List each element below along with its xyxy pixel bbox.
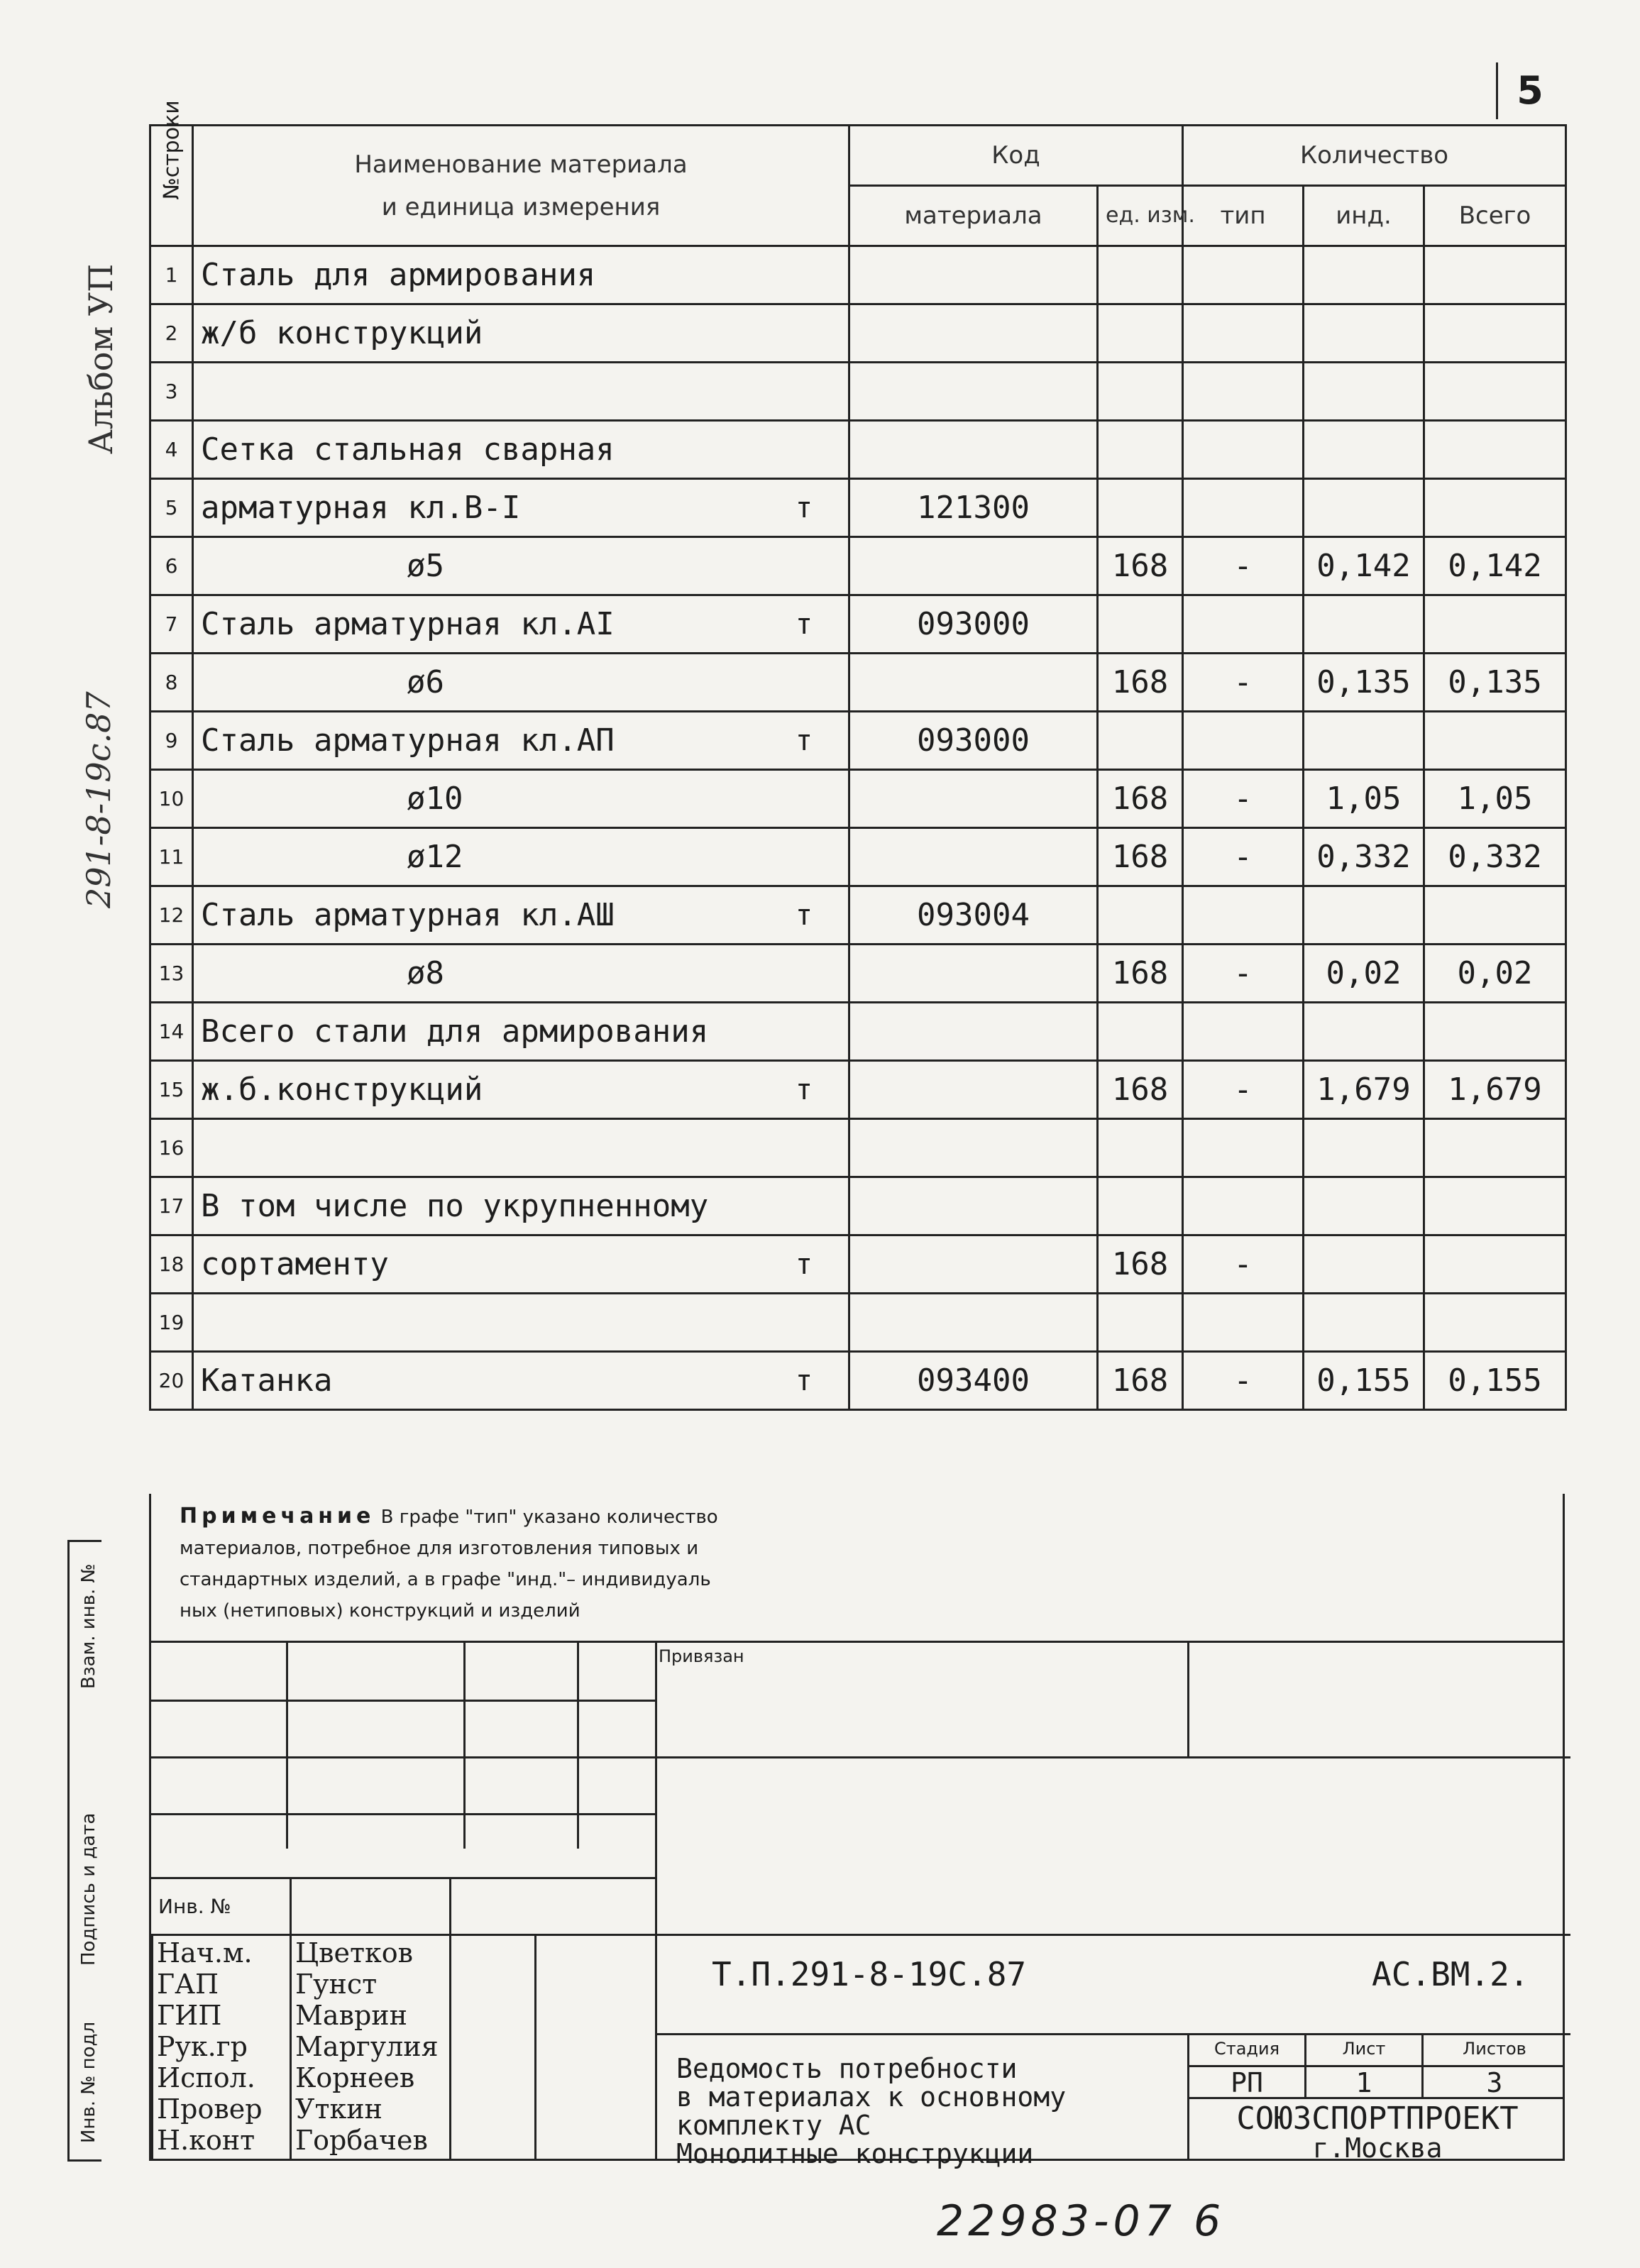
material-name-text: В том числе по укрупненному [201, 1188, 709, 1224]
material-code: 093000 [849, 712, 1098, 770]
unit-code [1098, 304, 1183, 363]
qty-total [1424, 1003, 1566, 1061]
qty-total [1424, 479, 1566, 537]
signature-name: Горбачев [295, 2125, 428, 2156]
qty-type: - [1183, 828, 1304, 886]
material-code [849, 363, 1098, 421]
signature-row [157, 2125, 654, 2156]
qty-total [1424, 1177, 1566, 1235]
qty-total: 0,02 [1424, 945, 1566, 1003]
unit-code: 168 [1098, 1061, 1183, 1119]
stamp-label-replace: Взам. инв. № [78, 1563, 99, 1689]
row-number: 20 [150, 1352, 193, 1410]
qty-type: - [1183, 770, 1304, 828]
organization: СОЮЗСПОРТПРОЕКТ [1236, 2101, 1519, 2137]
unit-code: 168 [1098, 654, 1183, 712]
qty-total [1424, 712, 1566, 770]
qty-type [1183, 1119, 1304, 1177]
row-number: 1 [150, 246, 193, 304]
qty-type: - [1183, 1352, 1304, 1410]
signature-row [157, 2062, 654, 2093]
row-number: 4 [150, 421, 193, 479]
inv-no-label: Инв. № [158, 1895, 231, 1918]
unit-code [1098, 595, 1183, 654]
qty-type: - [1183, 537, 1304, 595]
header-quantity: Количество [1183, 126, 1566, 186]
table-row [150, 246, 1566, 304]
material-code [849, 421, 1098, 479]
stamp-label-sign: Подпись и дата [78, 1812, 99, 1966]
row-number: 13 [150, 945, 193, 1003]
row-number: 8 [150, 654, 193, 712]
material-name-text: ø8 [407, 955, 444, 991]
material-name-text: Катанка [201, 1363, 333, 1399]
qty-total: 1,679 [1424, 1061, 1566, 1119]
signature-row [157, 1937, 654, 1969]
page-number: 5 [1496, 62, 1562, 119]
material-name [193, 945, 849, 1003]
material-code [849, 537, 1098, 595]
signature-row [157, 2031, 654, 2062]
qty-type: - [1183, 945, 1304, 1003]
qty-total: 0,332 [1424, 828, 1566, 886]
note-title: Примечание [180, 1504, 375, 1529]
row-number: 11 [150, 828, 193, 886]
table-row [150, 363, 1566, 421]
header-code-unit: ед. изм. [1098, 186, 1183, 246]
doc-code: Т.П.291-8-19С.87 [712, 1955, 1027, 1993]
signature-name: Корнеев [295, 2062, 415, 2093]
header-qty-ind: инд. [1304, 186, 1424, 246]
material-code: 121300 [849, 479, 1098, 537]
material-code [849, 770, 1098, 828]
table-row [150, 1003, 1566, 1061]
sheets-value: 3 [1486, 2067, 1503, 2098]
qty-type [1183, 886, 1304, 945]
qty-ind: 0,02 [1304, 945, 1424, 1003]
material-name-text: ø5 [407, 548, 444, 584]
album-label: Альбом УП [82, 263, 120, 454]
qty-ind: 0,332 [1304, 828, 1424, 886]
material-name-text: ж.б.конструкций [201, 1072, 483, 1108]
stage-value: РП [1231, 2067, 1263, 2098]
material-name [193, 770, 849, 828]
qty-ind [1304, 363, 1424, 421]
material-code [849, 1177, 1098, 1235]
qty-total [1424, 246, 1566, 304]
material-name-text: ж/б конструкций [201, 315, 483, 351]
qty-total [1424, 595, 1566, 654]
unit-code: 168 [1098, 1235, 1183, 1294]
qty-type [1183, 304, 1304, 363]
material-name [193, 595, 849, 654]
material-name-text: ø12 [407, 839, 463, 875]
qty-total: 0,155 [1424, 1352, 1566, 1410]
row-number: 12 [150, 886, 193, 945]
table-row [150, 595, 1566, 654]
table-row [150, 945, 1566, 1003]
material-name-text: сортаменту [201, 1246, 389, 1282]
title-block [149, 1643, 1565, 2169]
qty-ind [1304, 595, 1424, 654]
sheet-value: 1 [1355, 2067, 1372, 2098]
table-row [150, 304, 1566, 363]
material-code [849, 1119, 1098, 1177]
material-code [849, 1003, 1098, 1061]
material-name [193, 1177, 849, 1235]
signature-role: Нач.м. [157, 1937, 253, 1969]
material-code [849, 654, 1098, 712]
row-number: 10 [150, 770, 193, 828]
signature-name: Цветков [295, 1937, 414, 1969]
row-number: 16 [150, 1119, 193, 1177]
table-row [150, 770, 1566, 828]
material-code [849, 304, 1098, 363]
material-name [193, 654, 849, 712]
qty-type [1183, 246, 1304, 304]
side-stamp-box [67, 1540, 101, 2162]
qty-type [1183, 1294, 1304, 1352]
note-line-3: стандартных изделий, а в графе "инд."– индивидуаль [180, 1569, 711, 1590]
material-name [193, 1294, 849, 1352]
header-name: Наименование материала и единица измерения [193, 126, 849, 246]
note-block [149, 1494, 1565, 1643]
city: г.Москва [1312, 2132, 1443, 2164]
table-row [150, 828, 1566, 886]
unit-code [1098, 1177, 1183, 1235]
material-name-text: Сталь арматурная кл.АШ [201, 897, 615, 933]
signature-role: ГАП [157, 1969, 219, 2000]
note-line-4: ных (нетиповых) конструкций и изделий [180, 1600, 580, 1622]
material-name [193, 537, 849, 595]
material-name [193, 1003, 849, 1061]
material-name [193, 828, 849, 886]
qty-ind [1304, 1177, 1424, 1235]
material-name-text: ø10 [407, 781, 463, 817]
unit-code: 168 [1098, 945, 1183, 1003]
signature-role: Рук.гр [157, 2031, 248, 2062]
signature-name: Маргулия [295, 2031, 439, 2062]
material-name-text: Сетка стальная сварная [201, 431, 615, 468]
material-unit: т [795, 1073, 813, 1106]
material-code [849, 945, 1098, 1003]
material-name [193, 246, 849, 304]
qty-total [1424, 886, 1566, 945]
qty-type: - [1183, 654, 1304, 712]
qty-ind [1304, 421, 1424, 479]
qty-total [1424, 1294, 1566, 1352]
unit-code [1098, 421, 1183, 479]
table-row [150, 479, 1566, 537]
qty-type [1183, 595, 1304, 654]
table-row [150, 1294, 1566, 1352]
qty-type [1183, 1003, 1304, 1061]
signature-row [157, 2000, 654, 2031]
signature-role: Испол. [157, 2062, 255, 2093]
unit-code: 168 [1098, 1352, 1183, 1410]
material-unit: т [795, 1364, 813, 1397]
header-code: Код [849, 126, 1183, 186]
material-unit: т [795, 491, 813, 524]
signature-list [157, 1937, 654, 2156]
unit-code: 168 [1098, 770, 1183, 828]
material-name [193, 363, 849, 421]
linked-label: Привязан [659, 1646, 744, 1666]
unit-code [1098, 363, 1183, 421]
table-row [150, 654, 1566, 712]
qty-type [1183, 363, 1304, 421]
qty-ind [1304, 886, 1424, 945]
qty-type [1183, 712, 1304, 770]
material-code [849, 828, 1098, 886]
header-qty-type: тип [1183, 186, 1304, 246]
archive-number: 22983-07 6 [937, 2196, 1226, 2246]
qty-ind [1304, 1235, 1424, 1294]
unit-code [1098, 1119, 1183, 1177]
table-row [150, 1235, 1566, 1294]
qty-ind [1304, 246, 1424, 304]
unit-code [1098, 246, 1183, 304]
materials-table [149, 100, 1567, 1411]
material-unit: т [795, 607, 813, 641]
table-row [150, 1119, 1566, 1177]
table-row [150, 1352, 1566, 1410]
signature-role: ГИП [157, 2000, 222, 2031]
material-name [193, 479, 849, 537]
unit-code [1098, 886, 1183, 945]
table-row [150, 1177, 1566, 1235]
material-code: 093004 [849, 886, 1098, 945]
row-number: 2 [150, 304, 193, 363]
qty-type: - [1183, 1235, 1304, 1294]
qty-total: 0,142 [1424, 537, 1566, 595]
table-row [150, 712, 1566, 770]
material-name-text: Всего стали для армирования [201, 1013, 709, 1050]
qty-type [1183, 421, 1304, 479]
material-code [849, 1235, 1098, 1294]
material-name-text: Сталь арматурная кл.АI [201, 606, 615, 642]
table-row [150, 421, 1566, 479]
qty-total: 1,05 [1424, 770, 1566, 828]
material-name [193, 304, 849, 363]
note-line-2: материалов, потребное для изготовления типовых и [180, 1538, 699, 1559]
row-number: 19 [150, 1294, 193, 1352]
table-row [150, 1061, 1566, 1119]
qty-total [1424, 1119, 1566, 1177]
qty-ind [1304, 304, 1424, 363]
stage-label: Стадия [1214, 2039, 1280, 2059]
header-row-no: №строки [150, 126, 193, 246]
signature-role: Н.конт [157, 2125, 255, 2156]
doc-title: Ведомость потребности в материалах к основному комплекту АС Монолитные конструкции [676, 2053, 1067, 2169]
sheet-code: АС.ВМ.2. [1372, 1955, 1529, 1993]
qty-ind: 1,679 [1304, 1061, 1424, 1119]
unit-code [1098, 479, 1183, 537]
row-number: 15 [150, 1061, 193, 1119]
qty-type [1183, 1177, 1304, 1235]
material-code: 093400 [849, 1352, 1098, 1410]
qty-ind: 0,142 [1304, 537, 1424, 595]
row-number: 14 [150, 1003, 193, 1061]
header-qty-total: Всего [1424, 186, 1566, 246]
material-name [193, 886, 849, 945]
qty-ind [1304, 1294, 1424, 1352]
qty-ind [1304, 712, 1424, 770]
qty-total [1424, 1235, 1566, 1294]
stamp-label-inv: Инв. № подл [78, 2021, 99, 2143]
material-name-text: Сталь для армирования [201, 257, 596, 293]
material-name [193, 421, 849, 479]
unit-code [1098, 1294, 1183, 1352]
signature-name: Маврин [295, 2000, 407, 2031]
header-code-material: материала [849, 186, 1098, 246]
sheet-label: Лист [1342, 2039, 1386, 2059]
row-number: 9 [150, 712, 193, 770]
material-name-text: Сталь арматурная кл.АП [201, 722, 615, 759]
unit-code: 168 [1098, 828, 1183, 886]
signature-row [157, 1969, 654, 2000]
unit-code: 168 [1098, 537, 1183, 595]
qty-type [1183, 479, 1304, 537]
table-row [150, 886, 1566, 945]
qty-total [1424, 363, 1566, 421]
material-code: 093000 [849, 595, 1098, 654]
material-name [193, 1235, 849, 1294]
doc-number-side: 291-8-19с.87 [79, 691, 118, 908]
qty-ind [1304, 1003, 1424, 1061]
material-name-text: ø6 [407, 664, 444, 700]
material-name [193, 1119, 849, 1177]
material-code [849, 246, 1098, 304]
qty-ind [1304, 1119, 1424, 1177]
note-line-1: В графе "тип" указано количество [380, 1507, 718, 1528]
signature-role: Провер [157, 2093, 263, 2125]
row-number: 18 [150, 1235, 193, 1294]
qty-ind: 0,155 [1304, 1352, 1424, 1410]
material-name [193, 1352, 849, 1410]
row-number: 17 [150, 1177, 193, 1235]
qty-total: 0,135 [1424, 654, 1566, 712]
signature-name: Гунст [295, 1969, 378, 2000]
material-name-text: арматурная кл.В-I [201, 490, 521, 526]
row-number: 3 [150, 363, 193, 421]
material-unit: т [795, 898, 813, 932]
row-number: 5 [150, 479, 193, 537]
qty-total [1424, 421, 1566, 479]
qty-type: - [1183, 1061, 1304, 1119]
unit-code [1098, 712, 1183, 770]
signature-row [157, 2093, 654, 2125]
sheets-label: Листов [1463, 2039, 1526, 2059]
qty-total [1424, 304, 1566, 363]
material-unit: т [795, 724, 813, 757]
row-number: 7 [150, 595, 193, 654]
qty-ind: 1,05 [1304, 770, 1424, 828]
qty-ind: 0,135 [1304, 654, 1424, 712]
material-name [193, 1061, 849, 1119]
material-name [193, 712, 849, 770]
signature-name: Уткин [295, 2093, 383, 2125]
material-unit: т [795, 1248, 813, 1281]
row-number: 6 [150, 537, 193, 595]
material-code [849, 1294, 1098, 1352]
qty-ind [1304, 479, 1424, 537]
unit-code [1098, 1003, 1183, 1061]
table-row [150, 537, 1566, 595]
material-code [849, 1061, 1098, 1119]
